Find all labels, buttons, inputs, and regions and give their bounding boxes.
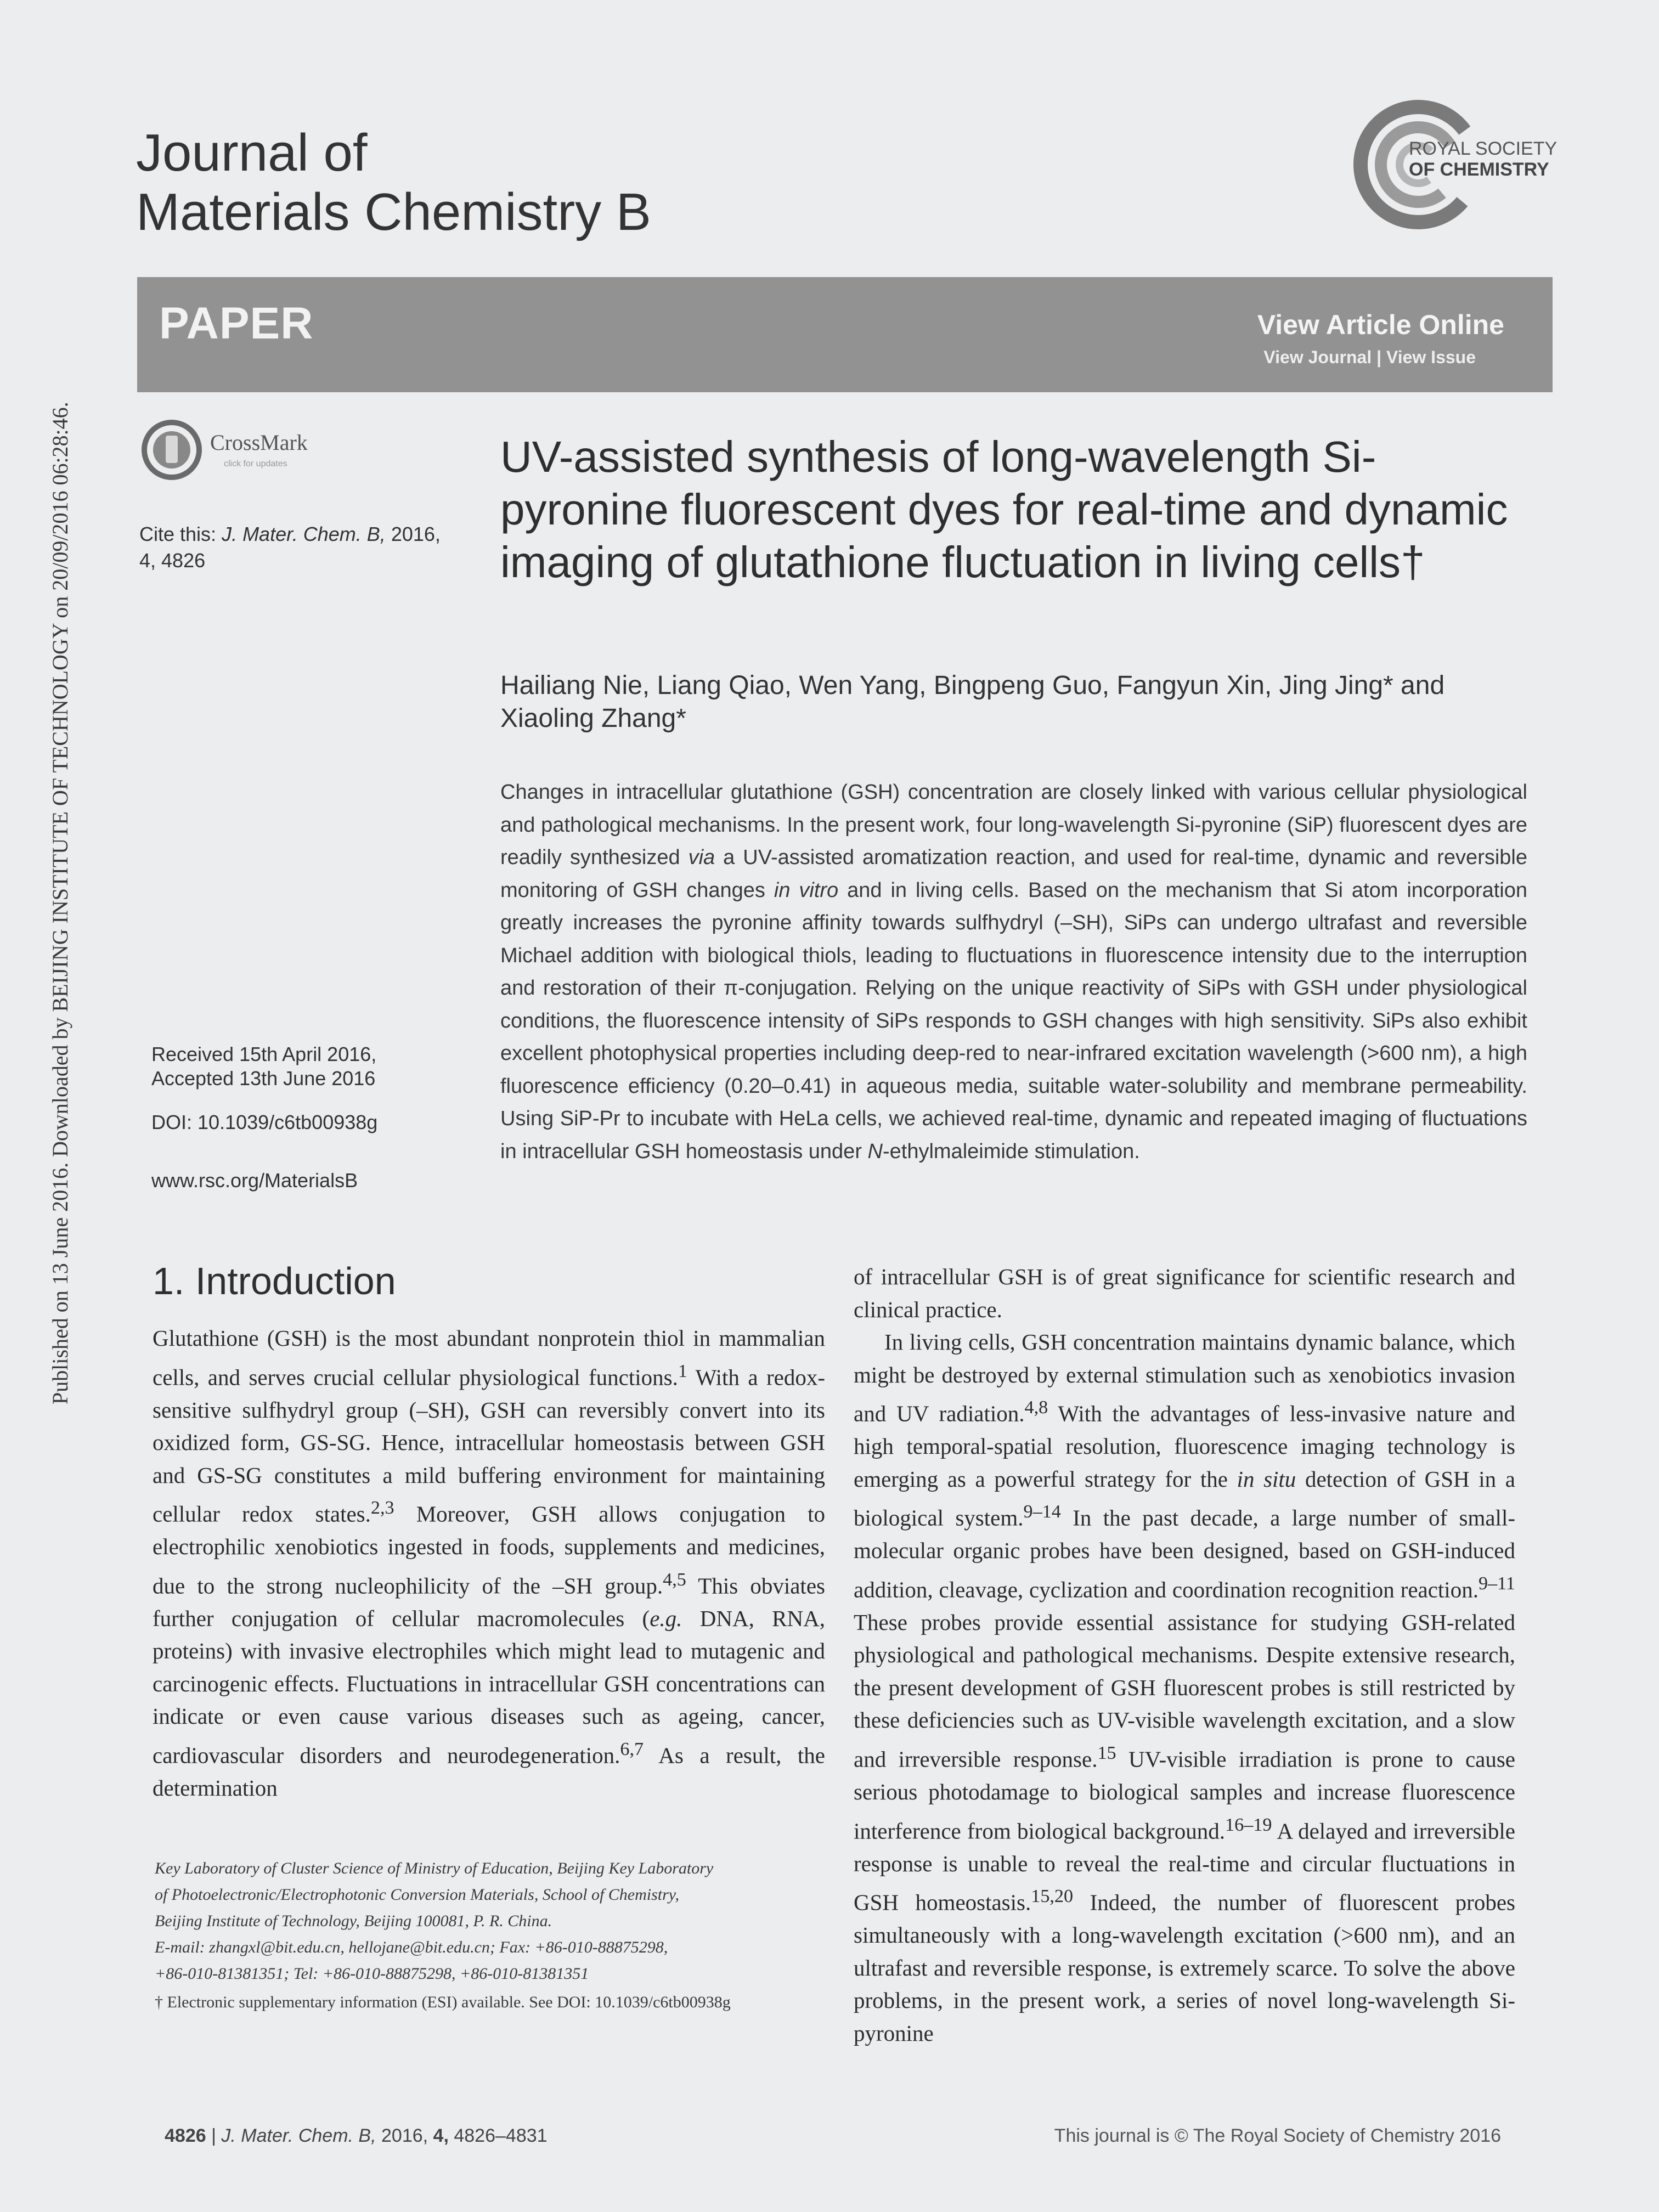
cite-prefix: Cite this: — [139, 523, 217, 545]
intro-right-column — [854, 1261, 1515, 2050]
abstract: Changes in intracellular glutathione (GSH) concentration are closely linked with various cellular physiological and pathological mechanisms. In the present work, four long-wavelength Si-pyronine (SiP) fluorescent dyes are readily synthesized via a UV-assisted aromatization reaction, and used for real-time, dynamic and reversible monitoring of GSH changes in vitro and in living cells. Based on the mechanism that Si atom incorporation greatly increases the pyronine affinity towards sulfhydryl (–SH), SiPs can undergo ultrafast and reversible Michael addition with biological thiols, leading to fluctuations in fluorescence intensity due to the interruption and restoration of their π-conjugation. Relying on the unique reactivity of SiPs with GSH under physiological conditions, the fluorescence intensity of SiPs responds to GSH changes with high sensitivity. SiPs also exhibit excellent photophysical properties including deep-red to near-infrared excitation wavelength (>600 nm), a high fluorescence efficiency (0.20–0.41) in aqueous media, suitable water-solubility and membrane permeability. Using SiP-Pr to incubate with HeLa cells, we achieved real-time, dynamic and repeated imaging of fluctuations in intracellular GSH homeostasis under N-ethylmaleimide stimulation. — [500, 781, 1528, 1163]
article-type-label: PAPER — [159, 298, 314, 348]
page-footer-citation: 4826 | J. Mater. Chem. B, 2016, 4, 4826–4831 — [165, 2125, 548, 2146]
crossmark-icon — [144, 422, 199, 477]
journal-title[interactable] — [136, 123, 651, 242]
page-number: 4826 — [165, 2125, 206, 2146]
rsc-logo-line1: ROYAL SOCIETY — [1409, 138, 1558, 159]
journal-title-line1: Journal of — [136, 123, 368, 182]
journal-title-line2: Materials Chemistry B — [136, 183, 651, 241]
accepted-date: Accepted 13th June 2016 — [151, 1067, 376, 1090]
article-title: UV-assisted synthesis of long-wavelength Si-pyronine fluorescent dyes for real-time and dynamic imaging of glutathione fluctuation in living cells† — [500, 432, 1508, 586]
article-type-bar — [137, 277, 1553, 392]
esi-footnote: † Electronic supplementary information (ESI) available. See DOI: 10.1039/c6tb00938g — [155, 1993, 731, 2011]
rsc-logo-line2: OF CHEMISTRY — [1409, 159, 1549, 180]
paragraph: In living cells, GSH concentration maintains dynamic balance, which might be destroyed by external stimulation such as xenobiotics invasion and UV radiation.$^{4,8}$ With the advantages of less-invasive nature and high temporal-spatial resolution, fluorescence imaging technology is emerging as a powerful strategy for the in situ detection of GSH in a biological system.$^{9-14}$ In the past decade, a large number of small-molecular organic probes have been designed, based on GSH-induced addition, cleavage, cyclization and coordination recognition reaction.$^{9-11}$ These probes provide essential assistance for studying GSH-related physiological and pathological mechanisms. Despite extensive research, the present development of GSH fluorescent probes is still restricted by these deficiencies such as UV-visible wavelength excitation, and a slow and irreversible response.$^{15}$ UV-visible irradiation is prone to cause serious photodamage to biological samples and increase fluorescence interference from biological background.$^{16-19}$ A delayed and irreversible response is unable to reveal the real-time and circular fluctuations in GSH homeostasis.$^{15,20}$ Indeed, the number of fluorescent probes simultaneously with a long-wavelength excitation (>600 nm), and an ultrafast and reversible response, is extremely scarce. To solve the above problems, in the present work, a series of novel long-wavelength Si-pyronine — [854, 1329, 1516, 2046]
cite-page: 4, 4826 — [139, 549, 206, 572]
received-date: Received 15th April 2016, — [151, 1043, 377, 1065]
journal-url[interactable]: www.rsc.org/MaterialsB — [151, 1169, 358, 1192]
cite-journal: J. Mater. Chem. B, — [222, 523, 386, 545]
rsc-logo — [1344, 93, 1607, 236]
link-separator: | — [1376, 347, 1382, 367]
view-issue-link[interactable]: View Issue — [1386, 347, 1476, 367]
view-journal-link[interactable]: View Journal — [1263, 347, 1372, 367]
crossmark-label: CrossMark — [210, 430, 308, 455]
download-notice: Published on 13 June 2016. Downloaded by BEIJING INSTITUTE OF TECHNOLOGY on 20/09/2016 06:28:46. — [48, 402, 72, 1404]
copyright-notice: This journal is © The Royal Society of Chemistry 2016 — [1054, 2125, 1501, 2146]
intro-left-column: Glutathione (GSH) is the most abundant nonprotein thiol in mammalian cells, and serves crucial cellular physiological functions.$^1$ With a redox-sensitive sulfhydryl group (–SH), GSH can reversibly convert into its oxidized form, GS-SG. Hence, intracellular homeostasis between GSH and GS-SG constitutes a mild buffering environment for maintaining cellular redox states.$^{2,3}$ Moreover, GSH allows conjugation to electrophilic xenobiotics ingested in foods, supplements and medicines, due to the strong nucleophilicity of the –SH group.$^{4,5}$ This obviates further conjugation of cellular macromolecules (e.g. DNA, RNA, proteins) with invasive electrophiles which might lead to mutagenic and carcinogenic effects. Fluctuations in intracellular GSH concentrations can indicate or even cause various diseases such as ageing, cancer, cardiovascular disorders and neurodegeneration.$^{6,7}$ As a result, the determination — [153, 1325, 825, 1801]
cite-year: 2016, — [391, 523, 441, 545]
view-links — [1263, 347, 1476, 368]
view-article-online-link[interactable]: View Article Online — [1257, 309, 1504, 340]
crossmark-sublabel: click for updates — [224, 459, 287, 469]
author-list: Hailiang Nie, Liang Qiao, Wen Yang, Bingpeng Guo, Fangyun Xin, Jing Jing* and Xiaoling Zhang* — [500, 671, 1445, 733]
affiliation-footnote: Key Laboratory of Cluster Science of Ministry of Education, Beijing Key Laboratory of Photoelectronic/Electrophotonic Conversion Materials, School of Chemistry, Beijing Institute of Technology, Beijing 100081, P. R. China. E-mail: zhangxl@bit.edu.cn, hellojane@bit.edu.cn; Fax: +86-010-88875298, +86-010-81381351; Tel: +86-010-88875298, +86-010-81381351 — [155, 1859, 714, 1983]
crossmark-badge[interactable] — [142, 417, 361, 483]
citation-info — [139, 521, 469, 574]
section-heading-introduction: 1. Introduction — [153, 1260, 396, 1302]
doi[interactable]: DOI: 10.1039/c6tb00938g — [151, 1111, 378, 1133]
paragraph-continuation: of intracellular GSH is of great significance for scientific research and clinical practice. — [854, 1264, 1515, 1322]
